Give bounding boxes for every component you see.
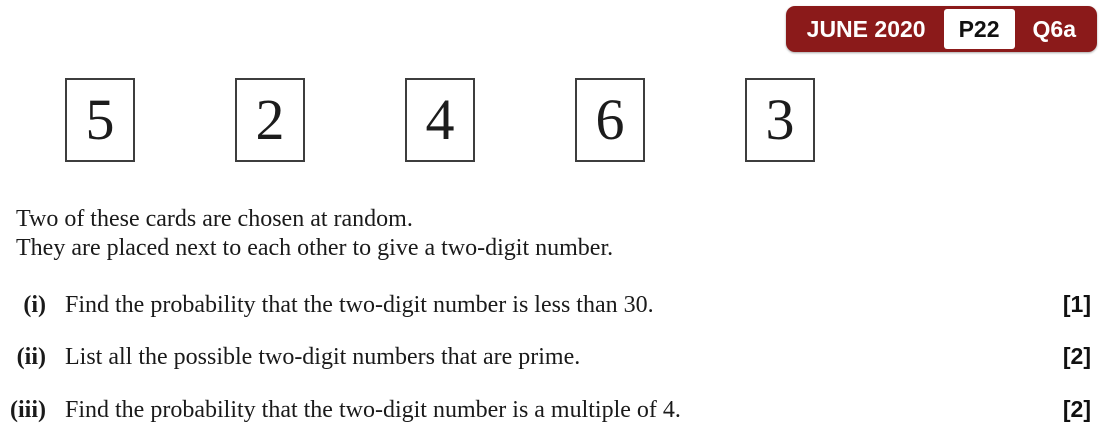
intro-line-1: Two of these cards are chosen at random. xyxy=(16,206,413,232)
question-row-i xyxy=(0,291,1100,319)
number-card: 3 xyxy=(745,78,815,162)
question-marks: [1] xyxy=(1062,291,1091,317)
number-card: 4 xyxy=(405,78,475,162)
question-label: (iii) xyxy=(10,397,46,423)
question-text: List all the possible two-digit numbers that are prime. xyxy=(65,344,581,370)
intro-line-2: They are placed next to each other to give a two-digit number. xyxy=(16,235,614,261)
question-text: Find the probability that the two-digit number is a multiple of 4. xyxy=(65,397,681,423)
number-card: 5 xyxy=(65,78,135,162)
exam-reference-badge xyxy=(786,6,1097,52)
badge-question-label: Q6a xyxy=(1032,15,1076,42)
question-row-iii xyxy=(0,396,1100,424)
question-marks: [2] xyxy=(1062,343,1091,369)
number-card: 2 xyxy=(235,78,305,162)
number-card: 6 xyxy=(575,78,645,162)
question-label: (ii) xyxy=(16,344,46,370)
question-row-ii xyxy=(0,343,1100,371)
question-label: (i) xyxy=(23,292,46,318)
question-text: Find the probability that the two-digit number is less than 30. xyxy=(65,292,654,318)
intro-paragraph xyxy=(16,205,613,263)
number-cards-row xyxy=(65,78,815,162)
question-marks: [2] xyxy=(1062,396,1091,422)
badge-session-label: JUNE 2020 xyxy=(806,15,926,42)
badge-paper-label: P22 xyxy=(944,9,1015,49)
